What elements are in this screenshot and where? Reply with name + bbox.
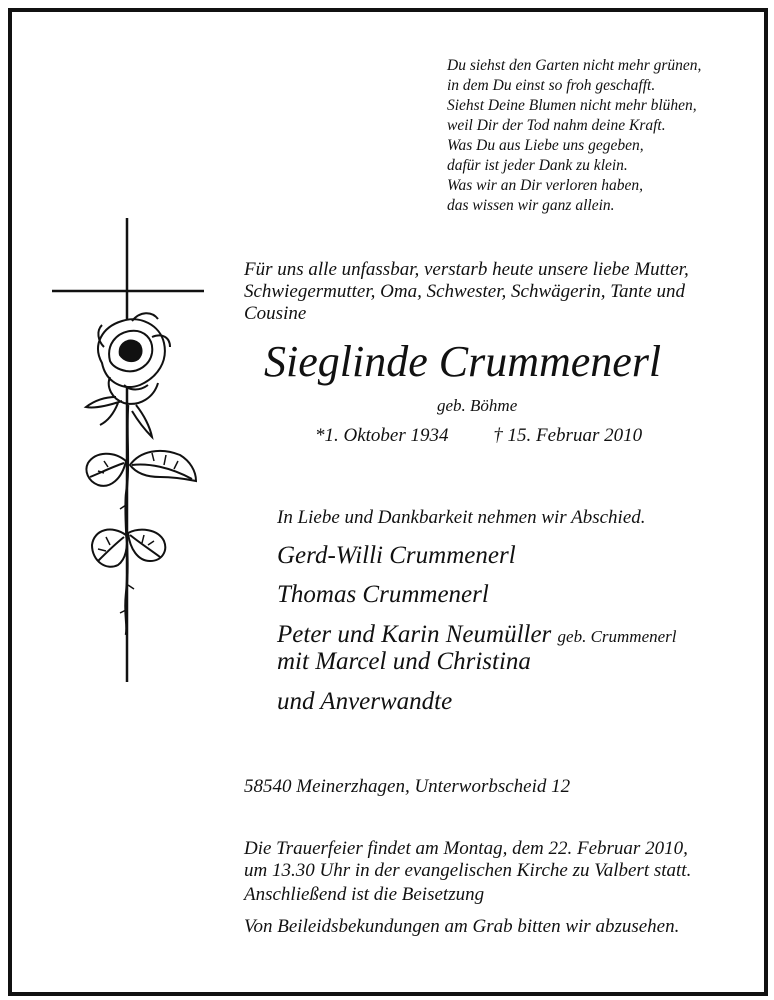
service-line: Die Trauerfeier findet am Montag, dem 22. Februar 2010,: [244, 838, 688, 859]
poem-line: weil Dir der Tod nahm deine Kraft.: [447, 117, 666, 134]
intro-text: Für uns alle unfassbar, verstarb heute unsere liebe Mutter, Schwiegermutter, Oma, Schwester, Schwägerin, Tante und Cousine: [244, 259, 689, 324]
mourner-name: [277, 621, 677, 651]
poem-line: in dem Du einst so froh geschafft.: [447, 77, 656, 94]
cross-rose-icon: [40, 215, 210, 685]
mourner-name: Gerd-Willi Crummenerl: [277, 542, 516, 569]
mourner-name: Thomas Crummenerl: [277, 581, 489, 608]
address: 58540 Meinerzhagen, Unterworbscheid 12: [244, 776, 571, 797]
service-info: [244, 838, 744, 882]
mourner-couple: Peter und Karin Neumüller: [277, 621, 552, 648]
poem-line: das wissen wir ganz allein.: [447, 197, 615, 214]
life-dates: [315, 425, 642, 447]
service-line: um 13.30 Uhr in der evangelischen Kirche zu Valbert statt.: [244, 860, 692, 881]
deceased-name: Sieglinde Crummenerl: [264, 337, 662, 386]
mourner-birth-name: geb. Crummenerl: [557, 627, 677, 646]
poem-line: Was wir an Dir verloren haben,: [447, 177, 644, 194]
burial-info: Anschließend ist die Beisetzung: [244, 884, 485, 905]
birth-name: geb. Böhme: [437, 396, 518, 415]
rose-icon: [86, 313, 196, 635]
birth-date: *1. Oktober 1934: [315, 425, 449, 446]
poem: [447, 56, 747, 216]
poem-line: dafür ist jeder Dank zu klein.: [447, 157, 628, 174]
death-date: † 15. Februar 2010: [493, 425, 643, 446]
mourner-name: mit Marcel und Christina: [277, 648, 531, 675]
farewell-text: In Liebe und Dankbarkeit nehmen wir Abschied.: [277, 507, 646, 528]
mourner-name: und Anverwandte: [277, 688, 453, 715]
condolence-note: Von Beileidsbekundungen am Grab bitten wir abzusehen.: [244, 916, 680, 937]
poem-line: Du siehst den Garten nicht mehr grünen,: [447, 57, 702, 74]
poem-line: Was Du aus Liebe uns gegeben,: [447, 137, 644, 154]
poem-line: Siehst Deine Blumen nicht mehr blühen,: [447, 97, 697, 114]
